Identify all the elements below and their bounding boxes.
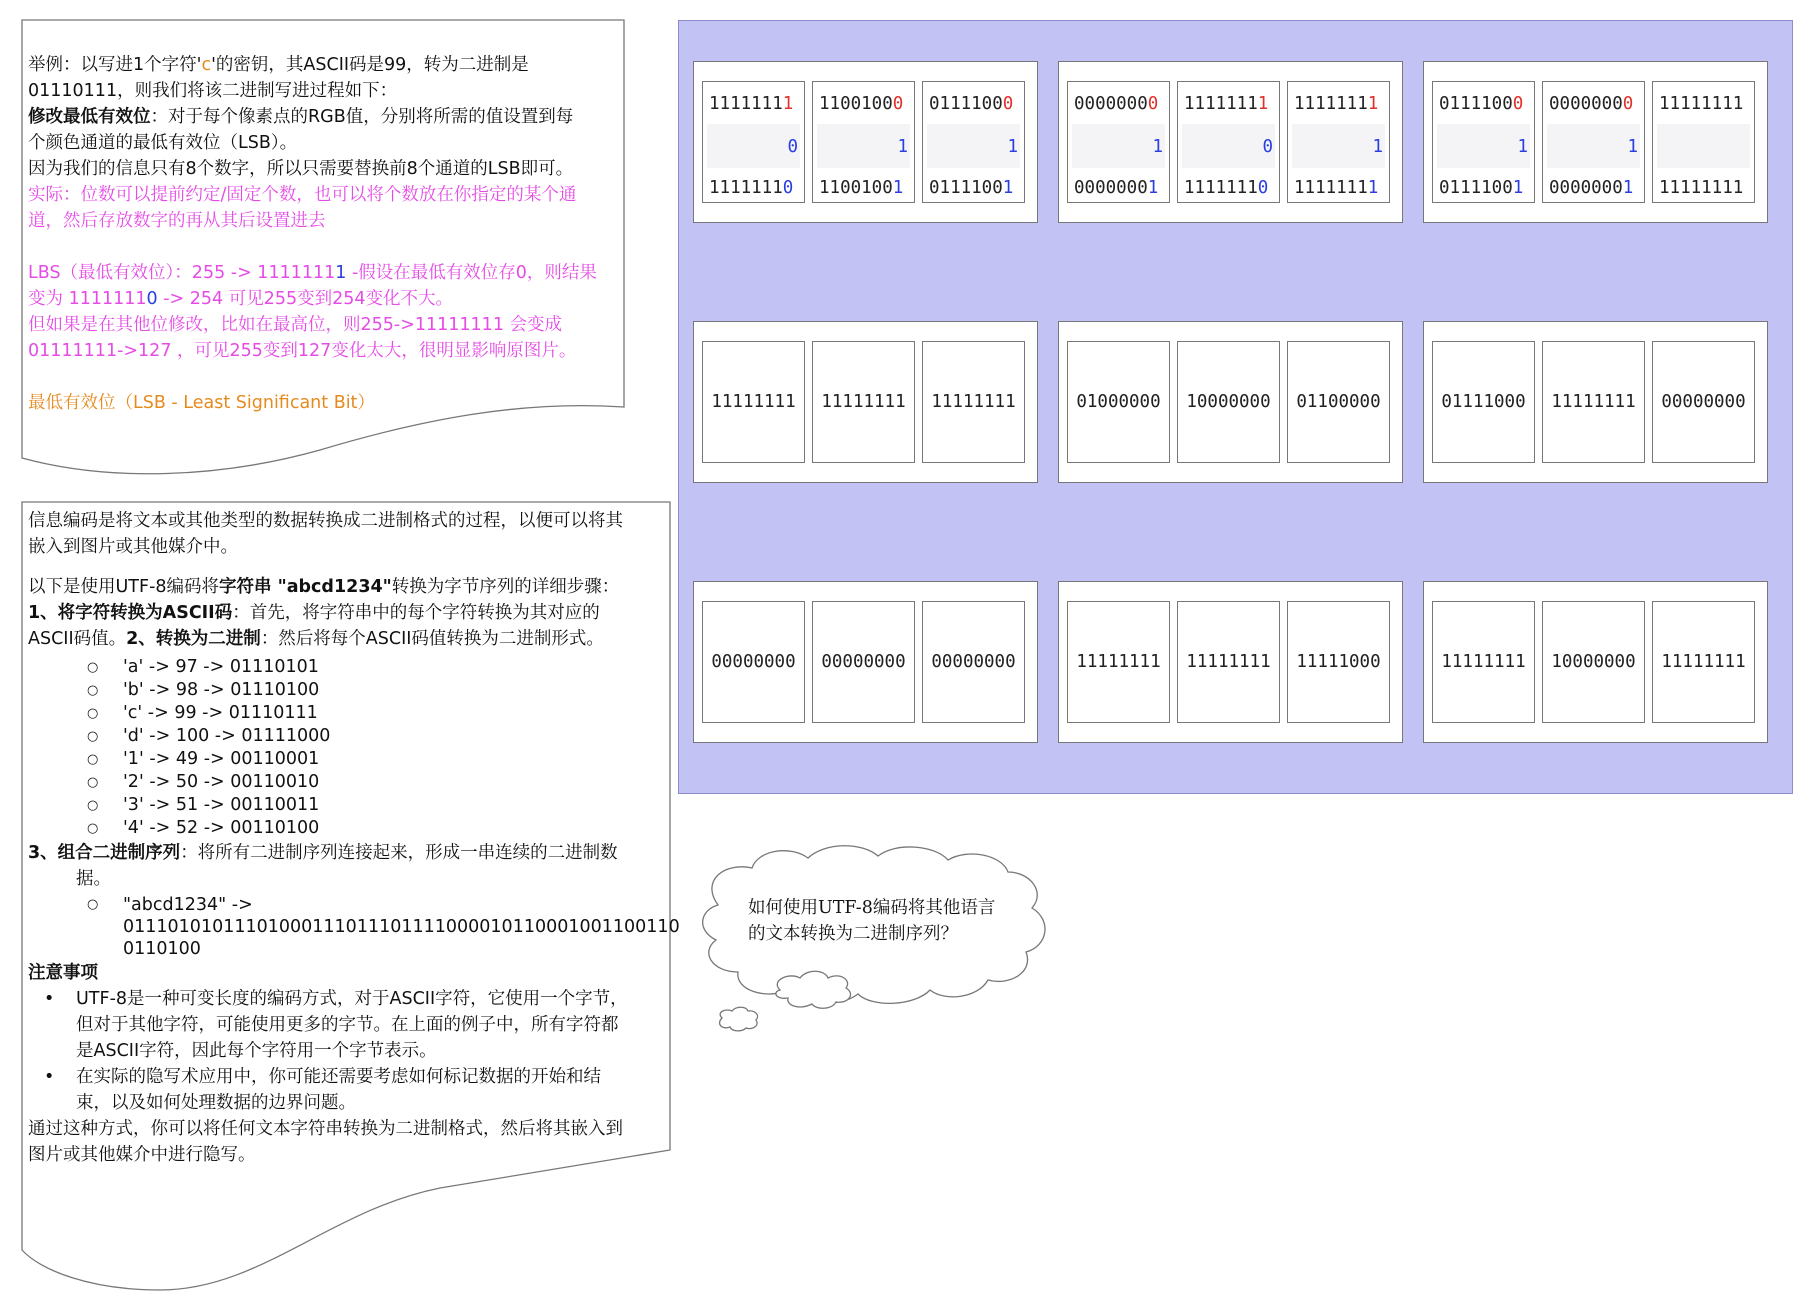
thought-cloud-question: 如何使用UTF-8编码将其他语言 的文本转换为二进制序列？ [748, 898, 996, 944]
channel-cell [1067, 341, 1170, 463]
note2-line: 通过这种方式，你可以将任何文本字符串转换为二进制格式，然后将其嵌入到 [28, 1119, 623, 1139]
channel-cell [1432, 341, 1535, 463]
channel-value: 11111111 [931, 392, 1016, 412]
channel-value: 10000000 [1186, 392, 1271, 412]
channel-value: 11111111 [1551, 392, 1636, 412]
channel-cell [702, 81, 805, 203]
message-bit: 1 [1152, 137, 1163, 157]
channel-value: 00000000 [711, 652, 796, 672]
note1-line: 01110111，则我们将该二进制写进过程如下： [28, 81, 398, 101]
list-item: ○ '2' -> 50 -> 00110010 [123, 771, 670, 794]
channel-cell [1652, 601, 1755, 723]
pixel-group [693, 61, 1038, 223]
channel-modified: 11111110 [709, 178, 794, 198]
channel-value: 11111111 [1441, 652, 1526, 672]
list-item: • UTF-8是一种可变长度的编码方式，对于ASCII字符，它使用一个字节， 但对于其他字符，可能使用更多的字节。在上面的例子中，所有字符都 是ASCII字符，因此每个字符用一个字节表示。 [76, 986, 670, 1064]
channel-modified: 01111001 [1439, 178, 1524, 198]
list-item: ○ '4' -> 52 -> 00110100 [123, 817, 670, 840]
note1-line: 个颜色通道的最低有效位（LSB）。 [28, 133, 298, 153]
channel-value: 11111111 [711, 392, 796, 412]
channel-cell [1652, 81, 1755, 203]
note2-line: ASCII码值。2、转换为二进制：然后将每个ASCII码值转换为二进制形式。 [28, 629, 604, 649]
channel-modified: 00000001 [1549, 178, 1634, 198]
channel-value: 11111111 [821, 392, 906, 412]
channel-modified: 01111001 [929, 178, 1014, 198]
note1-line: 道，然后存放数字的再从其后设置进去 [28, 211, 326, 231]
channel-value: 01000000 [1076, 392, 1161, 412]
note2-line: 3、组合二进制序列：将所有二进制序列连接起来，形成一串连续的二进制数 [28, 843, 618, 863]
message-bit: 0 [1262, 137, 1273, 157]
pixel-group [1058, 61, 1403, 223]
message-bit: 1 [1517, 137, 1528, 157]
channel-cell [812, 81, 915, 203]
channel-cell [1542, 341, 1645, 463]
channel-cell [1542, 81, 1645, 203]
channel-modified: 11111110 [1184, 178, 1269, 198]
channel-value: 11111111 [1186, 652, 1271, 672]
channel-value: 11111111 [1076, 652, 1161, 672]
channel-cell [1432, 81, 1535, 203]
channel-cell [1067, 81, 1170, 203]
list-item: ○ 'c' -> 99 -> 01110111 [123, 702, 670, 725]
channel-value: 00000000 [931, 652, 1016, 672]
channel-cell [1067, 601, 1170, 723]
channel-value: 11111111 [1659, 94, 1744, 114]
note2-line: 图片或其他媒介中进行隐写。 [28, 1145, 256, 1165]
pixel-group [693, 321, 1038, 483]
channel-original: 00000000 [1074, 94, 1159, 114]
message-bit: 1 [897, 137, 908, 157]
list-item: ○ "abcd1234" -> 01110101011101000111011101111000010110001001100110 0110100 [123, 894, 670, 960]
channel-original: 11111111 [1294, 94, 1379, 114]
channel-cell [1287, 81, 1390, 203]
channel-cell [702, 341, 805, 463]
message-bit: 0 [787, 137, 798, 157]
note1-line: 举例：以写进1个字符'c'的密钥，其ASCII码是99，转为二进制是 [28, 55, 529, 75]
pixel-group [1423, 581, 1768, 743]
channel-cell [1287, 601, 1390, 723]
note1-line: 修改最低有效位：对于每个像素点的RGB值，分别将所需的值设置到每 [28, 107, 574, 127]
channel-modified: 11001001 [819, 178, 904, 198]
highlight-char: c [201, 55, 212, 75]
channel-original: 11001000 [819, 94, 904, 114]
channel-value: 11111000 [1296, 652, 1381, 672]
list-item: ○ 'a' -> 97 -> 01110101 [123, 656, 670, 679]
note1-line: 因为我们的信息只有8个数字，所以只需要替换前8个通道的LSB即可。 [28, 159, 574, 179]
note2-line: 信息编码是将文本或其他类型的数据转换成二进制格式的过程，以便可以将其 [28, 511, 623, 531]
channel-value: 11111111 [1661, 652, 1746, 672]
channel-cell [922, 601, 1025, 723]
channel-cell [812, 341, 915, 463]
channel-modified: 11111111 [1294, 178, 1379, 198]
combined-binary-list [28, 894, 680, 960]
note2-line: 据。 [76, 869, 111, 889]
pixel-group [1058, 581, 1403, 743]
pixel-group [1423, 61, 1768, 223]
list-item: ○ 'b' -> 98 -> 01110100 [123, 679, 670, 702]
channel-modified: 00000001 [1074, 178, 1159, 198]
channel-cell [812, 601, 915, 723]
channel-original: 11111111 [1184, 94, 1269, 114]
note1-line: LBS（最低有效位）：255 -> 11111111 -假设在最低有效位存0，则结果 [28, 263, 597, 283]
channel-cell [1177, 601, 1280, 723]
message-bit: 1 [1372, 137, 1383, 157]
message-bit: 1 [1627, 137, 1638, 157]
utf8-encoding-note [28, 508, 680, 1168]
channel-value: 00000000 [821, 652, 906, 672]
note2-line: 嵌入到图片或其他媒介中。 [28, 537, 238, 557]
ascii-binary-list [28, 656, 670, 840]
channel-original: 01111000 [1439, 94, 1524, 114]
pixel-group [1423, 321, 1768, 483]
note1-line: 变为 11111110 -> 254 可见255变到254变化不大。 [28, 289, 454, 309]
channel-cell [1432, 601, 1535, 723]
pixel-group [1058, 321, 1403, 483]
channel-cell [1652, 341, 1755, 463]
channel-cell [1177, 81, 1280, 203]
channel-value: 01100000 [1296, 392, 1381, 412]
list-item: ○ 'd' -> 100 -> 01111000 [123, 725, 670, 748]
pixel-grid-panel [678, 20, 1793, 794]
channel-cell [922, 81, 1025, 203]
message-bit: 1 [1007, 137, 1018, 157]
notes-title: 注意事项 [28, 963, 98, 983]
channel-value: 01111000 [1441, 392, 1526, 412]
note2-line: 以下是使用UTF-8编码将字符串 "abcd1234"转换为字节序列的详细步骤： [28, 577, 620, 597]
notes-list [28, 986, 670, 1116]
channel-cell [1287, 341, 1390, 463]
note1-line: 实际：位数可以提前约定/固定个数，也可以将个数放在你指定的某个通 [28, 185, 577, 205]
pixel-group [693, 581, 1038, 743]
note1-line: 但如果是在其他位修改，比如在最高位，则255->11111111 会变成 [28, 315, 563, 335]
thought-bubble-medium [776, 971, 851, 1008]
channel-original: 11111111 [709, 94, 794, 114]
channel-value: 11111111 [1659, 178, 1744, 198]
note1-line: 01111111->127 ，可见255变到127变化太大，很明显影响原图片。 [28, 341, 577, 361]
list-item: • 在实际的隐写术应用中，你可能还需要考虑如何标记数据的开始和结 束，以及如何处理数据的边界问题。 [76, 1064, 670, 1116]
list-item: ○ '3' -> 51 -> 00110011 [123, 794, 670, 817]
note1-line: 最低有效位（LSB - Least Significant Bit） [28, 393, 375, 413]
channel-cell [1177, 341, 1280, 463]
list-item: ○ '1' -> 49 -> 00110001 [123, 748, 670, 771]
thought-bubble-small [720, 1007, 758, 1031]
channel-original: 01111000 [929, 94, 1014, 114]
channel-value: 10000000 [1551, 652, 1636, 672]
channel-original: 00000000 [1549, 94, 1634, 114]
channel-cell [922, 341, 1025, 463]
lsb-example-note [28, 52, 628, 416]
channel-cell [702, 601, 805, 723]
channel-cell [1542, 601, 1645, 723]
note2-line: 1、将字符转换为ASCII码：首先，将字符串中的每个字符转换为其对应的 [28, 603, 600, 623]
channel-value: 00000000 [1661, 392, 1746, 412]
